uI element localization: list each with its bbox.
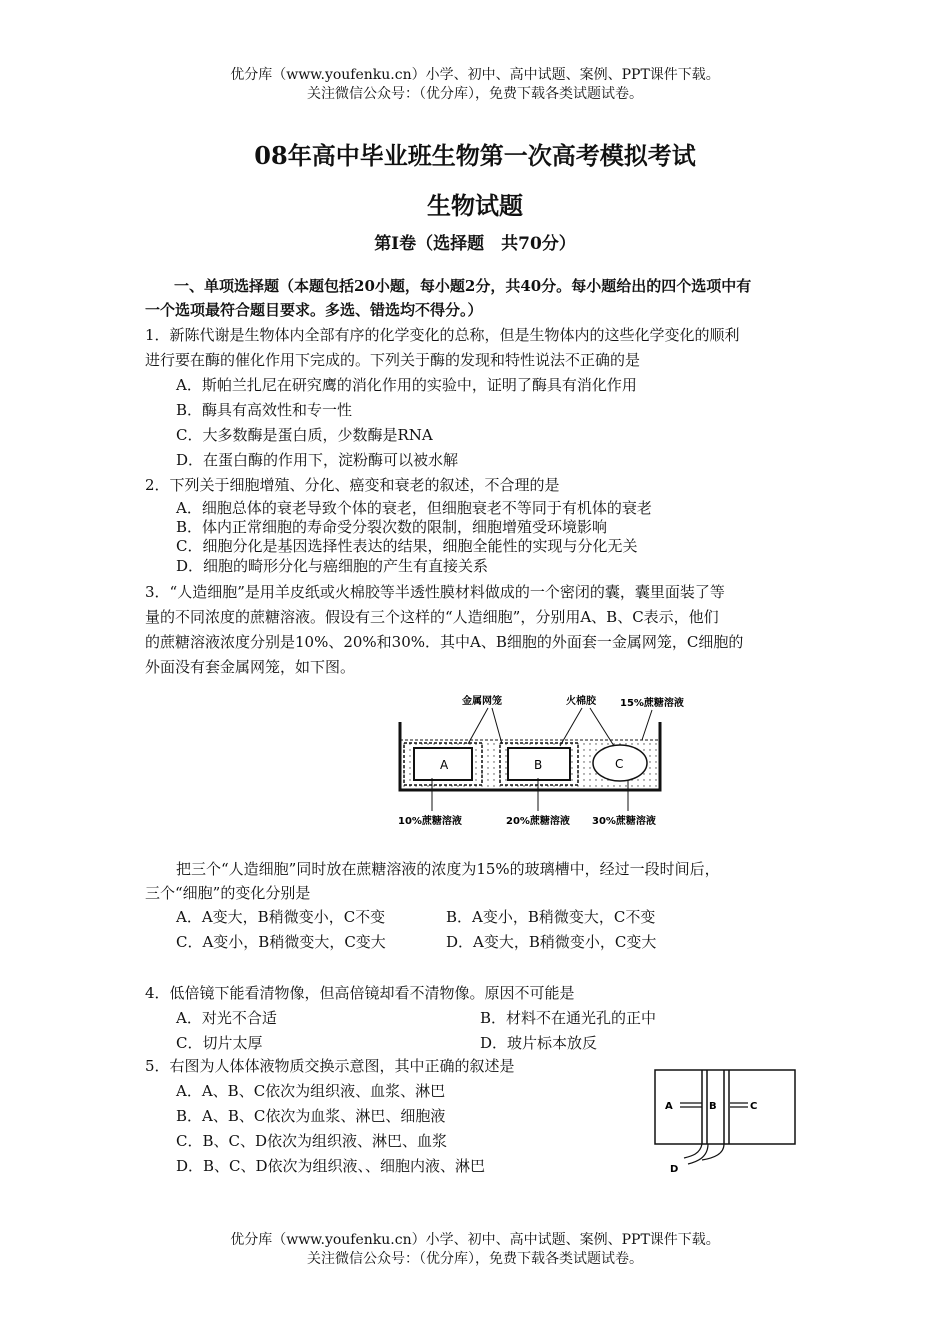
q1-stem-1: 1．新陈代谢是生物体内全部有序的化学变化的总称，但是生物体内的这些化学变化的顺利 — [145, 326, 740, 344]
fluid-frame — [655, 1070, 795, 1144]
q2-stem: 2．下列关于细胞增殖、分化、癌变和衰老的叙述，不合理的是 — [145, 476, 560, 494]
outer-solution-label: 15%蔗糖溶液 — [620, 698, 684, 709]
cage-label: 金属网笼 — [462, 696, 502, 707]
fluid-c-label: C — [750, 1101, 758, 1112]
q4-option-d: D．玻片标本放反 — [480, 1034, 598, 1052]
q5-option-b: B．A、B、C依次为血浆、淋巴、细胞液 — [176, 1107, 446, 1125]
q3-option-d: D．A变大，B稍微变小，C变大 — [446, 933, 657, 951]
q2-option-c: C．细胞分化是基因选择性表达的结果，细胞全能性的实现与分化无关 — [176, 537, 638, 555]
section-instructions-2: 一个选项最符合题目要求。多选、错选均不得分。） — [145, 301, 483, 319]
q3-option-a: A．A变大，B稍微变小，C不变 — [176, 908, 386, 926]
q5-option-d: D．B、C、D依次为组织液、、细胞内液、淋巴 — [176, 1157, 486, 1175]
q4-option-b: B．材料不在通光孔的正中 — [480, 1009, 657, 1027]
q4-option-c: C．切片太厚 — [176, 1034, 263, 1052]
q3-option-c: C．A变小，B稍微变大，C变大 — [176, 933, 386, 951]
q2-option-a: A．细胞总体的衰老导致个体的衰老，但细胞衰老不等同于有机体的衰老 — [176, 499, 652, 517]
q4-stem: 4．低倍镜下能看清物像，但高倍镜却看不清物像。原因不可能是 — [145, 984, 575, 1002]
label-b-solution: 20%蔗糖溶液 — [506, 816, 570, 827]
q4-option-a: A．对光不合适 — [176, 1009, 277, 1027]
q3-cont-2: 三个“细胞”的变化分别是 — [145, 884, 311, 902]
q3-stem-2: 量的不同浓度的蔗糖溶液。假设有三个这样的“人造细胞”，分别用A、B、C表示，他们 — [145, 608, 719, 626]
cell-b-label: B — [534, 758, 543, 772]
q5-stem: 5．右图为人体体液物质交换示意图，其中正确的叙述是 — [145, 1057, 515, 1075]
q2-option-b: B．体内正常细胞的寿命受分裂次数的限制，细胞增殖受环境影响 — [176, 518, 608, 536]
fluid-b-label: B — [709, 1101, 717, 1112]
cell-a-label: A — [440, 758, 449, 772]
section-instructions-1: 一、单项选择题（本题包括20小题，每小题2分，共40分。每小题给出的四个选项中有 — [174, 277, 752, 295]
collodion-label: 火棉胶 — [566, 696, 596, 707]
label-c-solution: 30%蔗糖溶液 — [592, 816, 656, 827]
q5-option-a: A．A、B、C依次为组织液、血浆、淋巴 — [176, 1082, 446, 1100]
header-line-2: 关注微信公众号：（优分库），免费下载各类试题试卷。 — [307, 86, 643, 102]
q3-stem-3: 的蔗糖溶液浓度分别是10%、20%和30%．其中A、B细胞的外面套一金属网笼，C细胞的 — [145, 633, 744, 651]
header-line-1: 优分库（www.youfenku.cn）小学、初中、高中试题、案例、PPT课件下载。 — [230, 67, 720, 83]
q2-option-d: D．细胞的畸形分化与癌细胞的产生有直接关系 — [176, 557, 489, 575]
q1-option-d: D．在蛋白酶的作用下，淀粉酶可以被水解 — [176, 451, 459, 469]
exam-subtitle: 生物试题 — [427, 191, 523, 220]
q3-cont-1: 把三个“人造细胞”同时放在蔗糖溶液的浓度为15%的玻璃槽中，经过一段时间后， — [176, 860, 720, 878]
label-a-solution: 10%蔗糖溶液 — [398, 816, 462, 827]
fluid-d-label: D — [670, 1164, 679, 1175]
part-title: 第Ⅰ卷（选择题 共70分） — [374, 234, 576, 254]
q1-option-a: A．斯帕兰扎尼在研究鹰的消化作用的实验中，证明了酶具有消化作用 — [176, 376, 637, 394]
fluid-a-label: A — [665, 1101, 673, 1112]
q3-stem-4: 外面没有套金属网笼，如下图。 — [145, 658, 356, 676]
footer-line-2: 关注微信公众号：（优分库），免费下载各类试题试卷。 — [307, 1251, 643, 1267]
exam-title: 08年高中毕业班生物第一次高考模拟考试 — [254, 141, 696, 170]
body-fluid-figure — [652, 1068, 802, 1178]
cell-c-label: C — [615, 757, 624, 771]
footer-line-1: 优分库（www.youfenku.cn）小学、初中、高中试题、案例、PPT课件下载。 — [230, 1232, 720, 1248]
q1-stem-2: 进行要在酶的催化作用下完成的。下列关于酶的发现和特性说法不正确的是 — [145, 351, 641, 369]
q5-option-c: C．B、C、D依次为组织液、淋巴、血浆 — [176, 1132, 448, 1150]
q1-option-c: C．大多数酶是蛋白质，少数酶是RNA — [176, 426, 433, 444]
artificial-cell-figure — [390, 688, 710, 838]
q3-option-b: B．A变小，B稍微变大，C不变 — [446, 908, 656, 926]
q1-option-b: B．酶具有高效性和专一性 — [176, 401, 353, 419]
q3-stem-1: 3．“人造细胞”是用羊皮纸或火棉胶等半透性膜材料做成的一个密闭的囊，囊里面装了等 — [145, 583, 725, 601]
